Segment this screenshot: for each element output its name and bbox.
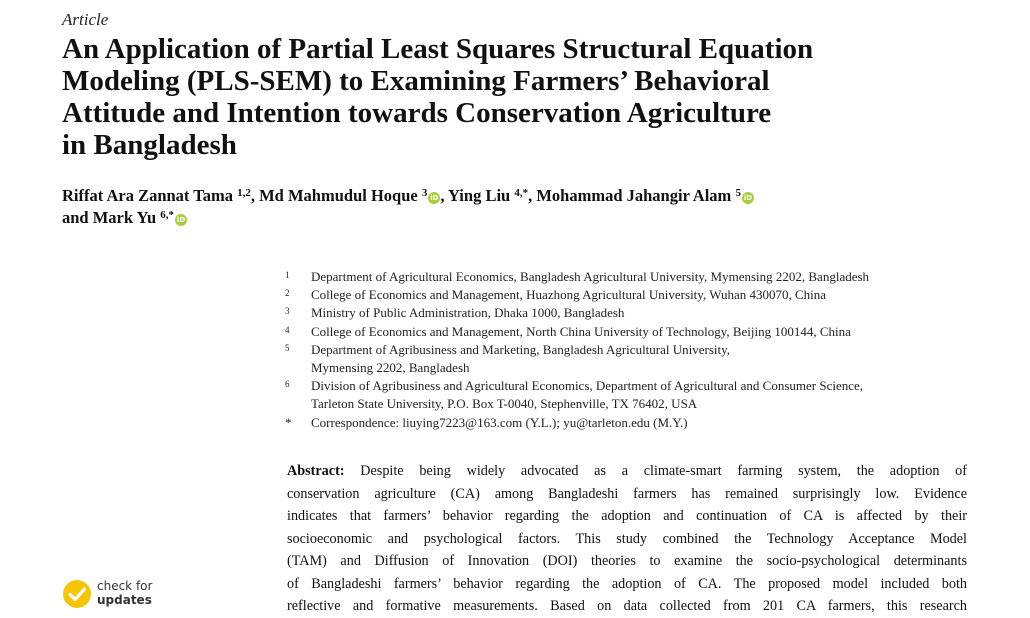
abstract-line: of Bangladeshi farmers’ behavior regarding the adoption of CA. The proposed model included both [287,575,967,592]
affiliation-item [285,268,985,286]
affiliation-text: College of Economics and Management, Huazhong Agricultural University, Wuhan 430070, China [311,287,827,303]
affiliation-item [285,304,985,322]
affiliation-text: Ministry of Public Administration, Dhaka 1000, Bangladesh [311,305,625,321]
affiliation-number: 6 [285,379,290,390]
orcid-icon[interactable]: iD [176,216,186,224]
title-line: Attitude and Intention towards Conservation Agriculture [62,97,772,129]
title-line: in Bangladesh [62,129,237,161]
affiliation-item [285,377,985,413]
title-line: Modeling (PLS-SEM) to Examining Farmers’ Behavioral [62,65,770,97]
affiliation-text: Department of Agribusiness and Marketing, Bangladesh Agricultural University, [311,341,731,357]
affiliation-text: Tarleton State University, P.O. Box T-0040, Stephenville, TX 76402, USA [311,396,698,412]
correspondence-item [285,414,985,432]
orcid-icon[interactable]: iD [743,194,753,202]
abstract-line: conservation agriculture (CA) among Bangladeshi farmers has remained surprisingly low. Evidence [287,485,967,502]
article-type-label: Article [62,10,109,29]
check-updates-icon [62,579,92,609]
author-affiliation-marks: 5 [735,187,741,199]
affiliation-number: 3 [285,306,290,317]
check-updates-label-bold: updates [97,593,152,607]
author-name[interactable]: Md Mahmudul Hoque [259,186,418,205]
affiliation-text: Division of Agribusiness and Agricultural Economics, Department of Agricultural and Consumer Science, [311,378,864,394]
affiliation-item [285,341,985,377]
affiliation-number: 1 [285,270,290,280]
author-line [62,207,962,229]
paper-title [62,33,942,161]
author-name[interactable]: Mohammad Jahangir Alam [536,186,732,205]
title-line: An Application of Partial Least Squares Structural Equation [62,33,814,65]
abstract-line: (TAM) and Diffusion of Innovation (DOI) theories to examine the socio-psychological determinants [287,553,967,569]
author-name[interactable]: and Mark Yu [62,208,157,227]
affiliation-text: College of Economics and Management, North China University of Technology, Beijing 100144, China [311,323,851,339]
affiliation-text: Department of Agricultural Economics, Bangladesh Agricultural University, Mymensing 2202, Bangladesh [311,269,870,284]
abstract-line: socioeconomic and psychological factors. This study combined the Technology Acceptance Model [287,530,967,547]
affiliation-number: 5 [285,342,290,353]
affiliation-number: 2 [285,288,290,299]
check-for-updates-button[interactable] [62,577,202,613]
correspondence-mark: * [285,414,292,430]
abstract-line: reflective and formative measurements. Based on data collected from 201 CA farmers, this research [287,598,967,614]
affiliation-item [285,286,985,304]
author-name[interactable]: Ying Liu [448,186,511,205]
affiliation-number: 4 [285,324,290,335]
affiliation-text: Mymensing 2202, Bangladesh [311,360,470,376]
abstract-line: Abstract: Despite being widely advocated as a climate-smart farming system, the adoption of [287,463,968,479]
author-line: Riffat Ara Zannat Tama $^{1,2}$, Md Mahmudul Hoque $^3$ iD , Ying Liu $^{4,*}$, Mohammad Jahangir Alam $^5$ iD [62,186,753,205]
author-name[interactable]: Riffat Ara Zannat Tama [62,186,233,205]
author-affiliation-marks: 3 [421,187,428,199]
abstract-heading: Abstract: [287,463,345,479]
affiliation-item [285,323,985,341]
author-affiliation-marks: 4,* [514,187,529,199]
check-updates-label: check for [97,579,153,593]
orcid-icon[interactable]: iD [430,194,439,202]
abstract [287,460,967,618]
author-affiliation-marks: 6,* [160,209,175,221]
abstract-line: indicates that farmers’ behavior regarding the adoption and continuation of CA is affected by their [287,508,967,524]
correspondence-text[interactable]: Correspondence: liuying7223@163.com (Y.L.); yu@tarleton.edu (M.Y.) [311,414,688,430]
author-list [62,185,962,229]
affiliation-list [285,268,985,432]
author-affiliation-marks: 1,2 [237,187,251,199]
